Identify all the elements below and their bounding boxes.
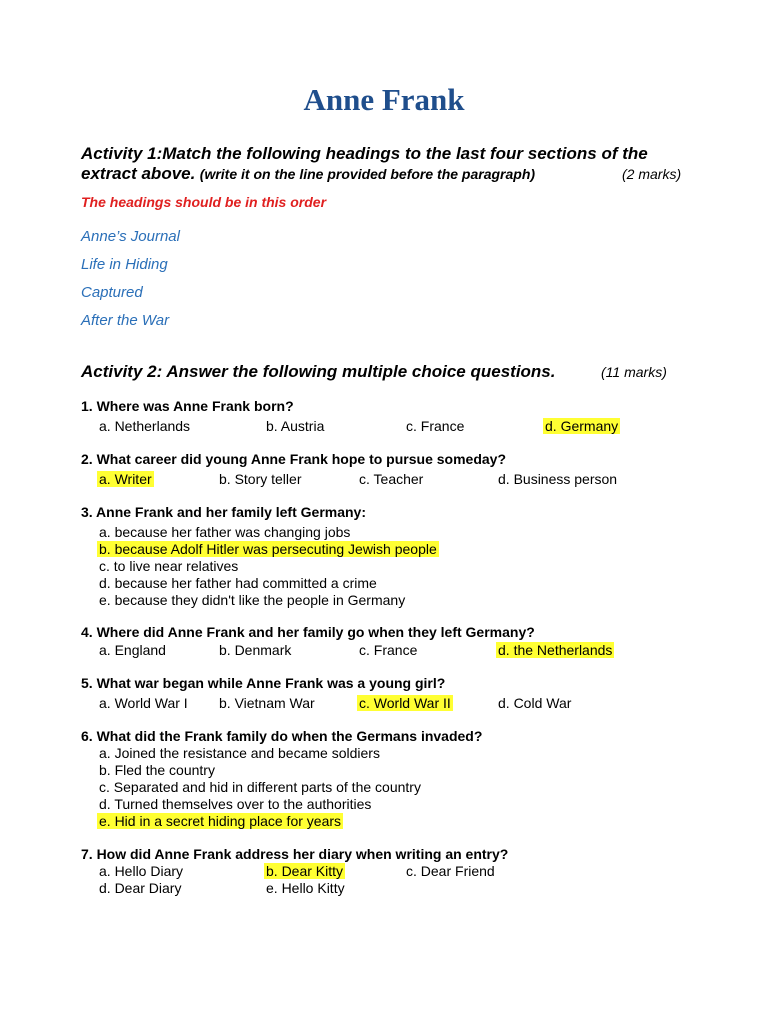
option: a. World War I: [99, 695, 188, 711]
activity1-marks: (2 marks): [622, 166, 682, 182]
answer-highlight: c. World War II: [359, 695, 451, 711]
option: c. Dear Friend: [406, 863, 495, 879]
option: a. Netherlands: [99, 418, 191, 434]
heading-item: Captured: [81, 284, 143, 301]
heading-item: After the War: [81, 312, 170, 329]
question-text: 6. What did the Frank family do when the Germans invaded?: [81, 728, 483, 744]
option: d. Dear Diary: [99, 880, 182, 896]
answer-highlight: a. Writer: [99, 471, 152, 487]
option-correct: [97, 541, 439, 557]
question-text: 5. What war began while Anne Frank was a young girl?: [81, 675, 446, 691]
activity2-heading: Activity 2: Answer the following multiple choice questions.: [81, 362, 556, 381]
answer-highlight: b. because Adolf Hitler was persecuting Jewish people: [99, 541, 437, 557]
option-correct: [97, 471, 154, 487]
heading-item: Life in Hiding: [81, 256, 168, 273]
option-correct: [357, 695, 453, 711]
activity1-note: The headings should be in this order: [81, 194, 327, 210]
activity2-marks: (11 marks): [601, 364, 667, 380]
option: a. England: [99, 642, 166, 658]
option: d. because her father had committed a crime: [99, 575, 377, 591]
option: c. France: [406, 418, 465, 434]
answer-highlight: e. Hid in a secret hiding place for years: [99, 813, 342, 829]
option-correct: [543, 418, 620, 434]
option: b. Austria: [266, 418, 325, 434]
question-text: 2. What career did young Anne Frank hope to pursue someday?: [81, 451, 506, 467]
option: a. Hello Diary: [99, 863, 184, 879]
option-correct: [264, 863, 345, 879]
question-text: 1. Where was Anne Frank born?: [81, 398, 294, 414]
option-correct: [97, 813, 343, 829]
option: a. because her father was changing jobs: [99, 524, 351, 540]
heading-item: Anne’s Journal: [81, 228, 180, 245]
question-text: 4. Where did Anne Frank and her family go when they left Germany?: [81, 624, 535, 640]
option: d. Turned themselves over to the authorities: [99, 796, 372, 812]
option: a. Joined the resistance and became soldiers: [99, 745, 380, 761]
option: e. because they didn't like the people in Germany: [99, 592, 406, 608]
activity1-heading-line2-row: [81, 164, 535, 184]
question-text: 7. How did Anne Frank address her diary when writing an entry?: [81, 846, 509, 862]
option: d. Cold War: [498, 695, 572, 711]
option: c. France: [359, 642, 418, 658]
option: b. Fled the country: [99, 762, 215, 778]
activity1-heading-line1: Activity 1:Match the following headings to the last four sections of the: [81, 144, 648, 163]
option: c. Separated and hid in different parts of the country: [99, 779, 421, 795]
option: b. Story teller: [219, 471, 302, 487]
answer-highlight: d. Germany: [545, 418, 619, 434]
option: e. Hello Kitty: [266, 880, 345, 896]
option: c. Teacher: [359, 471, 424, 487]
option-correct: [496, 642, 614, 658]
page-title: Anne Frank: [303, 82, 465, 117]
activity1-instruction: (write it on the line provided before the paragraph): [199, 166, 536, 182]
activity1-heading-line2: extract above.: [81, 164, 196, 183]
question-text: 3. Anne Frank and her family left Germany:: [81, 504, 367, 520]
option: c. to live near relatives: [99, 558, 239, 574]
answer-highlight: d. the Netherlands: [498, 642, 613, 658]
option: b. Vietnam War: [219, 695, 315, 711]
option: b. Denmark: [219, 642, 292, 658]
answer-highlight: b. Dear Kitty: [266, 863, 344, 879]
option: d. Business person: [498, 471, 618, 487]
